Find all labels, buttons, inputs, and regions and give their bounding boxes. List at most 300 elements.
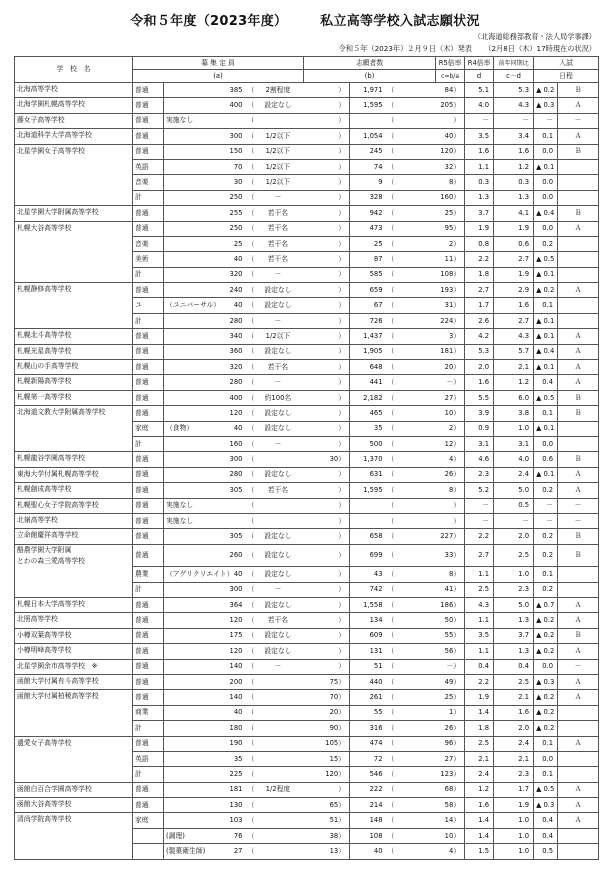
table-row (15, 313, 599, 328)
capacity-note-text: 設定なし (264, 631, 292, 640)
school-name: 札幌光星高等学校 (15, 344, 133, 359)
exam-schedule: Ｂ (558, 452, 599, 467)
applicants-additional: ） 181 (436, 344, 465, 359)
department: 美術 (133, 252, 164, 267)
applicants-paren: （ (386, 613, 436, 628)
table-row (15, 236, 599, 251)
close-paren: ） (453, 532, 461, 541)
capacity-value: 300 (218, 129, 246, 144)
capacity-note (246, 298, 304, 313)
exam-schedule: Ａ (558, 674, 599, 689)
capacity-value: 120 (218, 406, 246, 421)
department: 普通 (133, 83, 164, 98)
r4-rate: 0.3 (494, 175, 534, 190)
applicants-additional: ） 26 (436, 467, 465, 482)
close-paren: ） (338, 439, 346, 448)
department-note (164, 452, 218, 467)
diff-value: 0.1 (534, 736, 558, 751)
exam-schedule: Ｂ (558, 529, 599, 544)
school-name: 北星学園余市高等学校 ※ (15, 659, 133, 674)
table-row (15, 644, 599, 659)
close-paren: ） (338, 600, 346, 609)
diff-value: ▲ 0.7 (534, 598, 558, 613)
department: 普通 (133, 659, 164, 674)
school-name: 北海学園札幌高等学校 (15, 98, 133, 113)
applicants-paren: （ (386, 283, 436, 298)
applicants-value: 214 (350, 798, 386, 813)
r5-rate: 2.5 (465, 736, 494, 751)
capacity-note (246, 375, 304, 390)
open-paren: （ (247, 693, 255, 702)
department-note (164, 360, 218, 375)
applicants-additional: ） 32 (436, 159, 465, 174)
applicants-paren: （ (386, 782, 436, 797)
close-paren: ） (453, 631, 461, 640)
department (133, 828, 164, 843)
applicants-table (14, 56, 599, 860)
department: ユ (133, 298, 164, 313)
close-paren: ） (453, 362, 461, 371)
capacity-additional: ） 105 (304, 736, 350, 751)
capacity-note-text: 設定なし (264, 408, 292, 417)
department: 普通 (133, 467, 164, 482)
close-paren: ） (338, 785, 346, 794)
school-name: 札幌日本大学高等学校 (15, 598, 133, 613)
r5-rate: 1.6 (465, 375, 494, 390)
capacity-value: 150 (218, 144, 246, 159)
department-note (164, 674, 218, 689)
exam-schedule: Ａ (558, 598, 599, 613)
close-paren: ） (453, 224, 461, 233)
applicants-additional: ） 58 (436, 798, 465, 813)
exam-schedule: Ａ (558, 736, 599, 751)
close-paren: ） (338, 270, 346, 279)
close-paren: ） (453, 208, 461, 217)
department: 農業 (133, 567, 164, 582)
r4-rate: 1.0 (494, 844, 534, 859)
department: 普通 (133, 798, 164, 813)
capacity-additional: ） 38 (304, 828, 350, 843)
school-name: 札幌聖心女子学院高等学校 (15, 498, 133, 513)
school-name: 立命館慶祥高等学校 (15, 529, 133, 544)
capacity-note (246, 190, 304, 205)
capacity-note-text: 若干名 (267, 616, 289, 625)
school-name (15, 767, 133, 782)
table-row (15, 767, 599, 782)
diff-value: 0.0 (534, 144, 558, 159)
diff-value: ▲ 0.5 (534, 390, 558, 405)
close-paren: ） (338, 662, 346, 671)
capacity-value (218, 113, 246, 128)
col-applicants-sub: (b) (304, 70, 436, 83)
r4-rate: 1.6 (494, 705, 534, 720)
open-paren: （ (247, 769, 255, 778)
table-row (15, 390, 599, 405)
diff-value: ▲ 0.1 (534, 360, 558, 375)
close-paren: ） (338, 101, 346, 110)
applicants-paren: （ (386, 529, 436, 544)
capacity-additional: ） 20 (304, 705, 350, 720)
col-r4-rate-sub: d (465, 70, 494, 83)
applicants-paren: （ (386, 98, 436, 113)
table-row (15, 828, 599, 843)
diff-value: ▲ 0.1 (534, 421, 558, 436)
department: 家庭 (133, 813, 164, 828)
capacity-note-text: 若干名 (267, 208, 289, 217)
r4-rate: 2.3 (494, 767, 534, 782)
applicants-additional: ） － (436, 375, 465, 390)
close-paren: ） (453, 116, 461, 125)
department: 計 (133, 767, 164, 782)
r4-rate: 1.0 (494, 813, 534, 828)
close-paren: ） (338, 131, 346, 140)
applicants-value: 1,905 (350, 344, 386, 359)
capacity-additional (304, 467, 350, 482)
r5-rate: 2.0 (465, 360, 494, 375)
department: 音楽 (133, 236, 164, 251)
department: 普通 (133, 360, 164, 375)
exam-schedule: Ａ (558, 644, 599, 659)
department-note (164, 628, 218, 643)
capacity-value: 27 (218, 844, 246, 859)
close-paren: ） (453, 646, 461, 655)
close-paren: ） (338, 347, 346, 356)
school-name (15, 844, 133, 859)
exam-schedule: － (558, 513, 599, 528)
capacity-value: 400 (218, 98, 246, 113)
r4-rate: 2.9 (494, 283, 534, 298)
diff-value: 0.2 (534, 544, 558, 567)
applicants-value: 1,971 (350, 83, 386, 98)
capacity-value: 300 (218, 452, 246, 467)
department-note (164, 329, 218, 344)
school-name: 札幌龍谷学園高等学校 (15, 452, 133, 467)
school-name: 藤女子高等学校 (15, 113, 133, 128)
table-row (15, 844, 599, 859)
r5-rate: 1.8 (465, 267, 494, 282)
open-paren: （ (247, 501, 255, 510)
diff-value: 0.6 (534, 452, 558, 467)
r4-rate: 1.0 (494, 828, 534, 843)
school-name: 北嶺高等学校 (15, 513, 133, 528)
applicants-value: 942 (350, 206, 386, 221)
r4-rate: 4.1 (494, 206, 534, 221)
applicants-value: 631 (350, 467, 386, 482)
table-row (15, 628, 599, 643)
r5-rate: 2.6 (465, 313, 494, 328)
capacity-value: 180 (218, 721, 246, 736)
capacity-additional (304, 598, 350, 613)
capacity-additional (304, 513, 350, 528)
table-row (15, 360, 599, 375)
open-paren: （ (247, 831, 255, 840)
close-paren: ） (338, 393, 346, 402)
department: 普通 (133, 736, 164, 751)
col-r5-rate-sub: c=b/a (436, 70, 465, 83)
department: 英語 (133, 159, 164, 174)
school-name (15, 190, 133, 205)
applicants-paren: （ (386, 329, 436, 344)
r5-rate: 1.9 (465, 221, 494, 236)
department-note (164, 175, 218, 190)
exam-schedule (558, 313, 599, 328)
r4-rate: 2.0 (494, 721, 534, 736)
department: 普通 (133, 221, 164, 236)
open-paren: （ (247, 662, 255, 671)
capacity-note-text: － (274, 270, 282, 279)
capacity-value: 40 (218, 298, 246, 313)
department: 英語 (133, 751, 164, 766)
table-row (15, 498, 599, 513)
r4-rate: 5.3 (494, 83, 534, 98)
department-note (164, 782, 218, 797)
capacity-note (246, 344, 304, 359)
open-paren: （ (247, 85, 255, 94)
applicants-additional: ） 33 (436, 544, 465, 567)
as-of-note: （2月8日（木）17時現在の状況） (484, 44, 596, 53)
table-row (15, 483, 599, 498)
open-paren: （ (247, 101, 255, 110)
department: 普通 (133, 782, 164, 797)
table-row (15, 375, 599, 390)
department-note: (調理) (164, 828, 218, 843)
applicants-paren: （ (386, 644, 436, 659)
close-paren: ） (338, 816, 346, 825)
department-note (164, 721, 218, 736)
school-name: 北照高等学校 (15, 613, 133, 628)
capacity-value: 340 (218, 329, 246, 344)
capacity-note (246, 159, 304, 174)
table-body (15, 83, 599, 860)
applicants-paren: （ (386, 567, 436, 582)
school-name: 札幌大谷高等学校 (15, 221, 133, 236)
open-paren: （ (247, 754, 255, 763)
applicants-value: 1,370 (350, 452, 386, 467)
department-note (164, 344, 218, 359)
close-paren: ） (453, 485, 461, 494)
close-paren: ） (453, 677, 461, 686)
applicants-additional: ） 3 (436, 329, 465, 344)
applicants-value: 441 (350, 375, 386, 390)
capacity-value: 190 (218, 736, 246, 751)
capacity-note (246, 144, 304, 159)
applicants-additional: ） 224 (436, 313, 465, 328)
close-paren: ） (338, 846, 346, 855)
capacity-additional: ） 65 (304, 798, 350, 813)
diff-value: － (534, 113, 558, 128)
open-paren: （ (247, 816, 255, 825)
capacity-additional (304, 221, 350, 236)
school-name (15, 582, 133, 597)
department: 普通 (133, 129, 164, 144)
school-name: 北海道科学大学高等学校 (15, 129, 133, 144)
open-paren: （ (247, 616, 255, 625)
r4-rate: 0.6 (494, 236, 534, 251)
table-row (15, 674, 599, 689)
applicants-value: 245 (350, 144, 386, 159)
capacity-additional (304, 83, 350, 98)
capacity-note-text: 若干名 (267, 362, 289, 371)
school-name (15, 421, 133, 436)
capacity-value (218, 498, 246, 513)
close-paren: ） (338, 331, 346, 340)
applicants-value: 51 (350, 659, 386, 674)
capacity-note (246, 798, 304, 813)
table-row (15, 159, 599, 174)
department: 普通 (133, 144, 164, 159)
capacity-value: 40 (218, 421, 246, 436)
r5-rate: 1.1 (465, 613, 494, 628)
capacity-note-text: － (274, 316, 282, 325)
department: 普通 (133, 674, 164, 689)
applicants-paren: （ (386, 421, 436, 436)
exam-schedule: Ａ (558, 129, 599, 144)
capacity-additional: ） 90 (304, 721, 350, 736)
open-paren: （ (247, 646, 255, 655)
exam-schedule (558, 844, 599, 859)
capacity-note-text: 若干名 (267, 224, 289, 233)
capacity-note (246, 628, 304, 643)
applicants-paren: （ (386, 844, 436, 859)
department (133, 844, 164, 859)
exam-schedule (558, 421, 599, 436)
exam-schedule: Ｂ (558, 628, 599, 643)
capacity-value: 320 (218, 267, 246, 282)
capacity-additional (304, 483, 350, 498)
r4-rate: 1.3 (494, 644, 534, 659)
exam-schedule: Ａ (558, 613, 599, 628)
applicants-value: 134 (350, 613, 386, 628)
capacity-additional (304, 406, 350, 421)
applicants-additional: ） 10 (436, 828, 465, 843)
diff-value: 0.0 (534, 751, 558, 766)
close-paren: ） (338, 147, 346, 156)
applicants-value: 699 (350, 544, 386, 567)
col-diff-sub: c－d (494, 70, 534, 83)
diff-value: 0.1 (534, 298, 558, 313)
diff-value: ▲ 0.3 (534, 798, 558, 813)
r5-rate: 1.7 (465, 298, 494, 313)
diff-value: ▲ 0.1 (534, 329, 558, 344)
capacity-value: 140 (218, 690, 246, 705)
applicants-additional: ） 25 (436, 206, 465, 221)
school-name (15, 267, 133, 282)
table-row (15, 567, 599, 582)
close-paren: ） (453, 470, 461, 479)
applicants-paren: （ (386, 582, 436, 597)
applicants-additional: ） 123 (436, 767, 465, 782)
r4-rate: 4.0 (494, 452, 534, 467)
school-name: 函館白百合学園高等学校 (15, 782, 133, 797)
capacity-value: 255 (218, 206, 246, 221)
close-paren: ） (453, 85, 461, 94)
r4-rate: 2.0 (494, 529, 534, 544)
close-paren: ） (338, 831, 346, 840)
applicants-value: 74 (350, 159, 386, 174)
department: 商業 (133, 705, 164, 720)
open-paren: （ (247, 470, 255, 479)
table-row (15, 513, 599, 528)
exam-schedule: Ｂ (558, 144, 599, 159)
applicants-value: 2,182 (350, 390, 386, 405)
school-name (15, 236, 133, 251)
exam-schedule: Ａ (558, 690, 599, 705)
capacity-note-text: 1/2程度 (265, 785, 291, 794)
open-paren: （ (247, 147, 255, 156)
capacity-value: 280 (218, 375, 246, 390)
applicants-value (350, 498, 386, 513)
applicants-additional: ） 1 (436, 705, 465, 720)
diff-value: － (534, 498, 558, 513)
applicants-paren: （ (386, 767, 436, 782)
close-paren: ） (453, 101, 461, 110)
capacity-additional (304, 252, 350, 267)
r4-rate: 2.7 (494, 252, 534, 267)
diff-value: 0.0 (534, 190, 558, 205)
diff-value: ▲ 0.1 (534, 313, 558, 328)
open-paren: （ (247, 162, 255, 171)
capacity-note (246, 544, 304, 567)
close-paren: ） (453, 569, 461, 578)
capacity-value: 385 (218, 83, 246, 98)
applicants-value: 43 (350, 567, 386, 582)
capacity-note (246, 267, 304, 282)
department: 普通 (133, 206, 164, 221)
applicants-additional: ） 50 (436, 613, 465, 628)
r4-rate: 2.1 (494, 360, 534, 375)
capacity-value: 200 (218, 674, 246, 689)
capacity-note (246, 674, 304, 689)
open-paren: （ (247, 424, 255, 433)
applicants-paren: （ (386, 206, 436, 221)
capacity-note-text: 設定なし (264, 424, 292, 433)
capacity-additional (304, 313, 350, 328)
capacity-value: 280 (218, 467, 246, 482)
department-note (164, 644, 218, 659)
school-name: 遺愛女子高等学校 (15, 736, 133, 751)
department: 普通 (133, 375, 164, 390)
r5-rate: 0.9 (465, 421, 494, 436)
applicants-paren: （ (386, 467, 436, 482)
r5-rate: 3.9 (465, 406, 494, 421)
table-row (15, 221, 599, 236)
applicants-value: 261 (350, 690, 386, 705)
exam-schedule: Ａ (558, 813, 599, 828)
applicants-paren: （ (386, 360, 436, 375)
applicants-value: 131 (350, 644, 386, 659)
school-name-line2: とわの森三愛高等学校 (17, 556, 85, 565)
applicants-value: 659 (350, 283, 386, 298)
department-note (164, 767, 218, 782)
capacity-note (246, 436, 304, 451)
table-row (15, 782, 599, 797)
applicants-paren: （ (386, 483, 436, 498)
r4-rate: 3.8 (494, 406, 534, 421)
department-note (164, 690, 218, 705)
r5-rate: 2.1 (465, 751, 494, 766)
r4-rate: 1.6 (494, 298, 534, 313)
open-paren: （ (247, 532, 255, 541)
open-paren: （ (247, 439, 255, 448)
department: 家庭 (133, 421, 164, 436)
r4-rate: 1.6 (494, 144, 534, 159)
department-note (164, 375, 218, 390)
school-name: 函館大谷高等学校 (15, 798, 133, 813)
applicants-additional: ） 95 (436, 221, 465, 236)
applicants-paren: （ (386, 313, 436, 328)
r5-rate: 2.3 (465, 467, 494, 482)
capacity-note (246, 313, 304, 328)
